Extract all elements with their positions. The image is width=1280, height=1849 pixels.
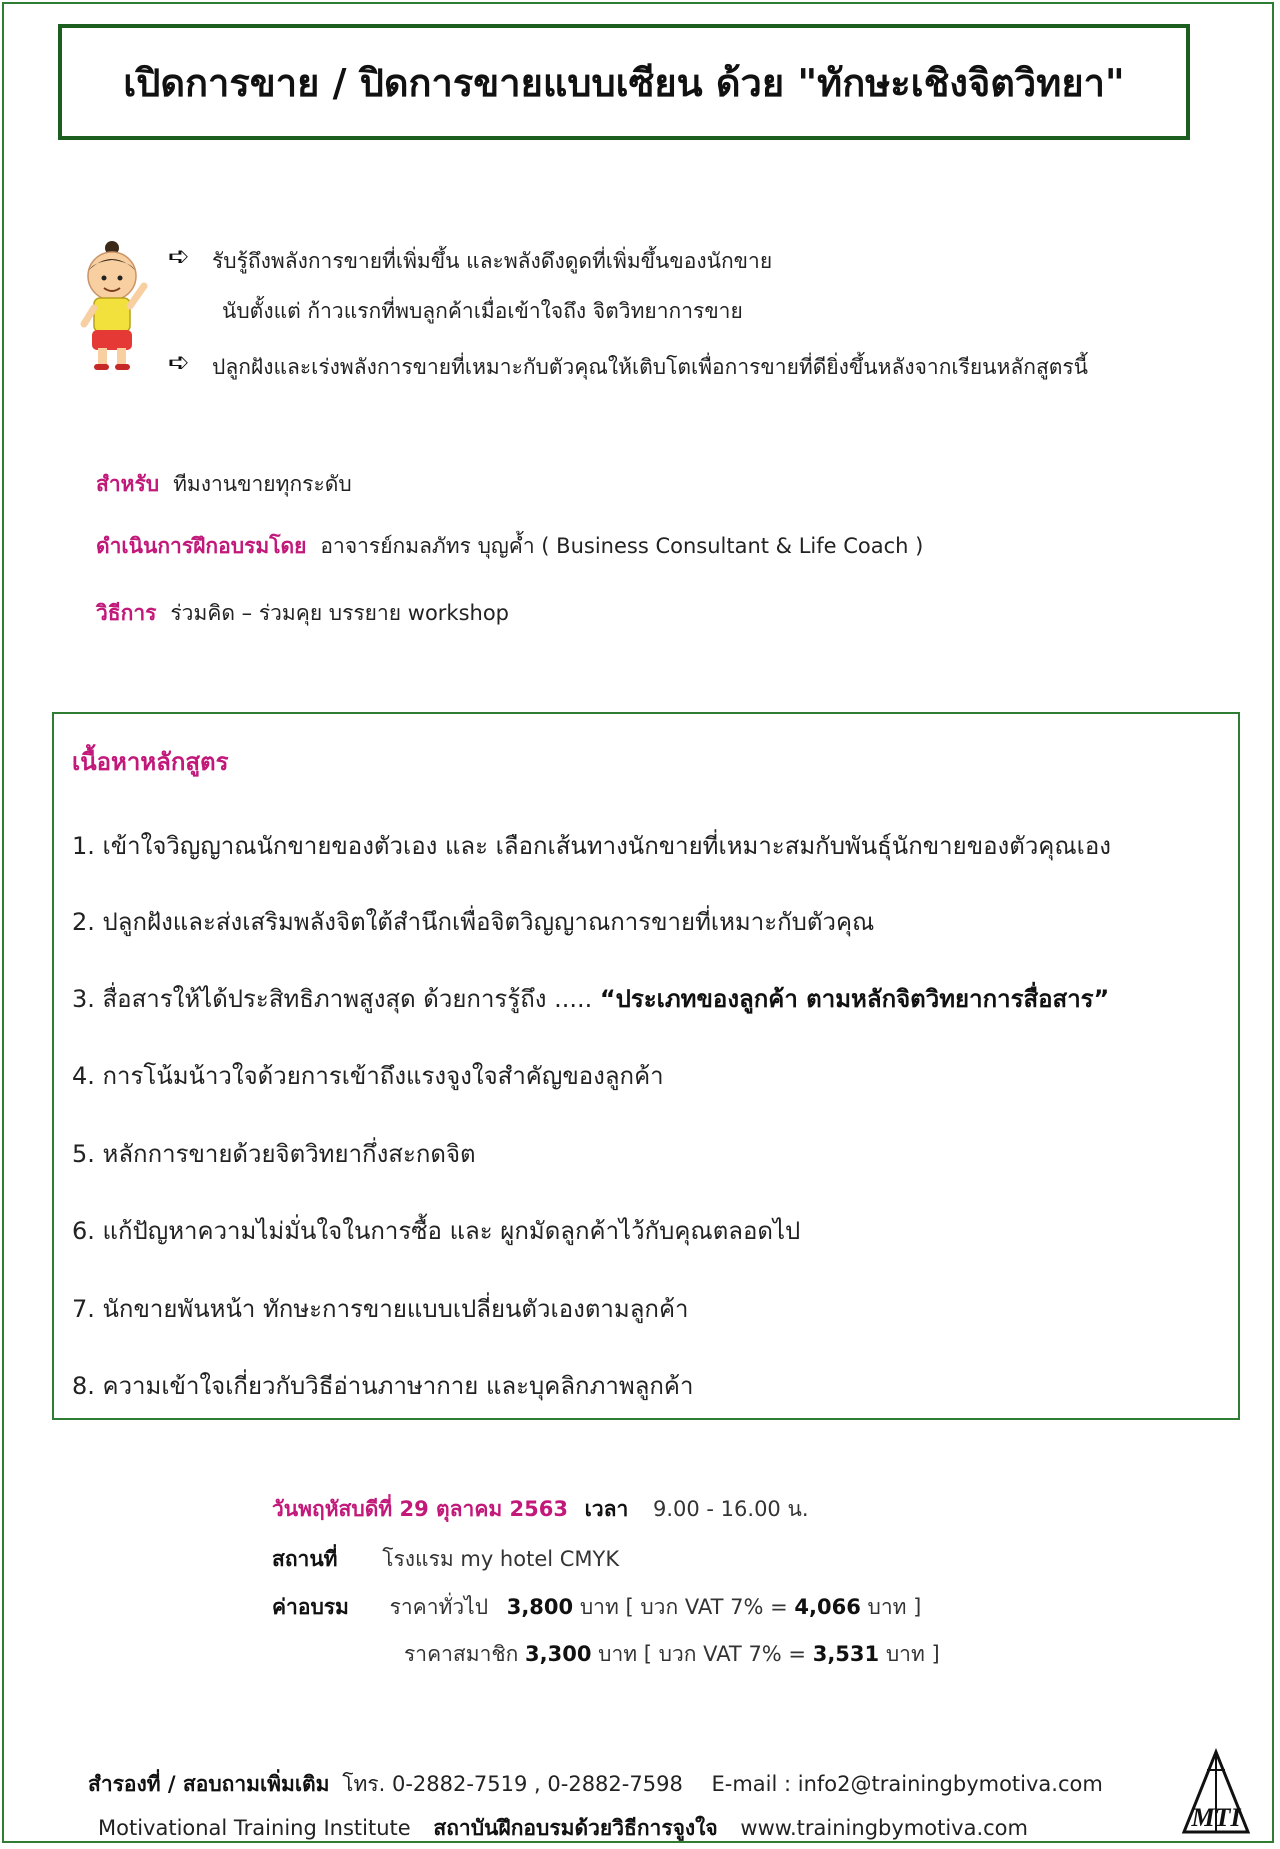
right-arrow-icon: ➪ <box>168 348 190 378</box>
method-label: วิธีการ <box>96 601 157 625</box>
general-price-prefix: ราคาทั่วไป <box>389 1595 489 1619</box>
member-price: 3,300 <box>525 1642 592 1666</box>
general-price-total: 4,066 <box>794 1595 861 1619</box>
event-place-row <box>272 1543 619 1576</box>
course-item-4: 4. การโน้มน้าวใจด้วยการเข้าถึงแรงจูงใจสำคัญของลูกค้า <box>72 1062 664 1090</box>
bullet-1-line-1: รับรู้ถึงพลังการขายที่เพิ่มขึ้น และพลังดึงดูดที่เพิ่มขึ้นของนักขาย <box>212 249 773 273</box>
audience-row <box>96 468 352 501</box>
course-content-box <box>52 712 1240 1420</box>
audience-value: ทีมงานขายทุกระดับ <box>173 472 352 496</box>
member-price-mid: บาท [ บวก VAT 7% = <box>598 1642 807 1666</box>
institute-name-th: สถาบันฝึกอบรมด้วยวิธีการจูงใจ <box>433 1816 718 1840</box>
general-price-mid: บาท [ บวก VAT 7% = <box>579 1595 788 1619</box>
event-place-label: สถานที่ <box>272 1547 338 1571</box>
member-price-prefix: ราคาสมาชิก <box>404 1642 519 1666</box>
page-title: เปิดการขาย / ปิดการขายแบบเซียน ด้วย "ทักษะเชิงจิตวิทยา" <box>58 24 1190 140</box>
thai-boy-mascot-icon <box>72 236 152 376</box>
mti-logo-icon <box>1180 1748 1252 1836</box>
course-item-3-bold: “ประเภทของลูกค้า ตามหลักจิตวิทยาการสื่อสาร” <box>599 985 1110 1013</box>
member-price-total: 3,531 <box>812 1642 880 1666</box>
footer-contact-row <box>88 1768 1103 1801</box>
course-item-6: 6. แก้ปัญหาความไม่มั่นใจในการซื้อ และ ผูกมัดลูกค้าไว้กับคุณตลอดไป <box>72 1217 801 1245</box>
bullet-2-line-1: ปลูกฝังและเร่งพลังการขายที่เหมาะกับตัวคุณให้เติบโตเพื่อการขายที่ดียิ่งขึ้นหลังจากเรียนหลักสูตรนี้ <box>212 355 1089 379</box>
course-item-3 <box>72 979 1109 1018</box>
right-arrow-icon: ➪ <box>168 242 190 272</box>
logo-text: MTI <box>1191 1803 1241 1832</box>
website-link[interactable]: www.trainingbymotiva.com <box>740 1816 1028 1840</box>
phone-numbers: โทร. 0-2882-7519 , 0-2882-7598 <box>342 1772 683 1796</box>
event-time-value: 9.00 - 16.00 น. <box>652 1497 809 1521</box>
course-content-heading: เนื้อหาหลักสูตร <box>72 748 229 776</box>
event-place-value: โรงแรม my hotel CMYK <box>382 1547 620 1571</box>
course-item-5: 5. หลักการขายด้วยจิตวิทยากึ่งสะกดจิต <box>72 1140 476 1168</box>
email-link[interactable]: E-mail : info2@trainingbymotiva.com <box>711 1772 1103 1796</box>
course-item-2: 2. ปลูกฝังและส่งเสริมพลังจิตใต้สำนึกเพื่อจิตวิญญาณการขายที่เหมาะกับตัวคุณ <box>72 908 875 936</box>
event-time-label: เวลา <box>584 1497 629 1521</box>
method-row <box>96 597 509 630</box>
course-item-8: 8. ความเข้าใจเกี่ยวกับวิธีอ่านภาษากาย และบุคลิกภาพลูกค้า <box>72 1372 694 1400</box>
trainer-value: อาจารย์กมลภัทร บุญค้ำ ( Business Consultant & Life Coach ) <box>320 534 924 558</box>
trainer-row <box>96 530 923 563</box>
event-member-row <box>404 1638 940 1671</box>
bullet-1-line-2: นับตั้งแต่ ก้าวแรกที่พบลูกค้าเมื่อเข้าใจถึง จิตวิทยาการขาย <box>222 299 743 323</box>
reserve-label: สำรองที่ / สอบถามเพิ่มเติม <box>88 1772 330 1796</box>
event-date: วันพฤหัสบดีที่ 29 ตุลาคม 2563 <box>272 1497 568 1521</box>
event-fee-row <box>272 1591 921 1624</box>
member-price-suffix: บาท ] <box>885 1642 940 1666</box>
method-value: ร่วมคิด – ร่วมคุย บรรยาย workshop <box>170 601 510 625</box>
event-fee-label: ค่าอบรม <box>272 1595 349 1619</box>
general-price: 3,800 <box>506 1595 574 1619</box>
general-price-suffix: บาท ] <box>867 1595 922 1619</box>
audience-label: สำหรับ <box>96 472 160 496</box>
course-item-1: 1. เข้าใจวิญญาณนักขายของตัวเอง และ เลือกเส้นทางนักขายที่เหมาะสมกับพันธุ์นักขายของตัวคุณเอง <box>72 832 1111 860</box>
institute-name-en: Motivational Training Institute <box>98 1816 411 1840</box>
footer-institute-row <box>98 1812 1028 1845</box>
course-item-3-text: 3. สื่อสารให้ได้ประสิทธิภาพสูงสุด ด้วยการรู้ถึง ..... <box>72 985 593 1013</box>
trainer-label: ดำเนินการฝึกอบรมโดย <box>96 534 307 558</box>
course-item-7: 7. นักขายพันหน้า ทักษะการขายแบบเปลี่ยนตัวเองตามลูกค้า <box>72 1295 689 1323</box>
event-date-row <box>272 1493 809 1526</box>
